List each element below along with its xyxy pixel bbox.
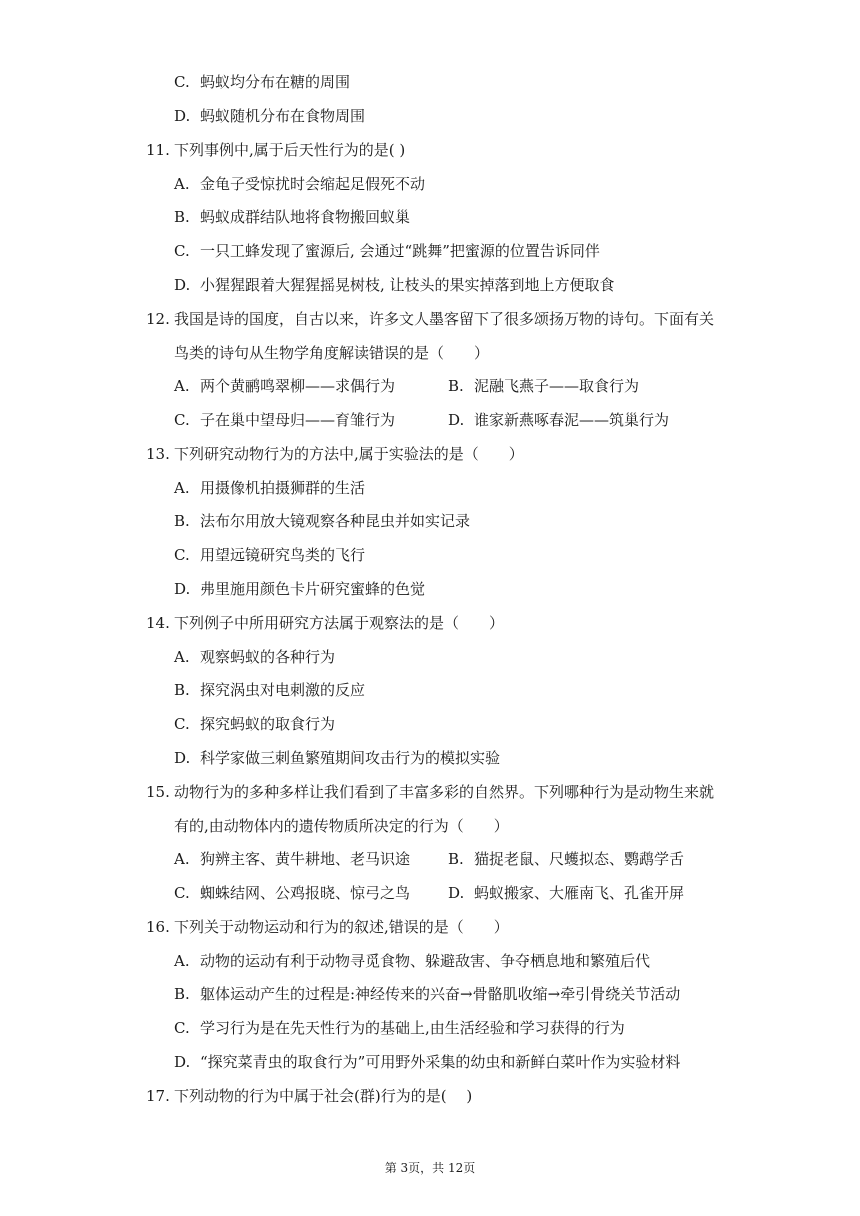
q12-option-c xyxy=(174,410,395,430)
q11-option-c xyxy=(174,241,600,261)
option-letter: B. xyxy=(174,208,190,226)
option-text: 小猩猩跟着大猩猩摇晃树枝, 让枝头的果实掉落到地上方便取食 xyxy=(200,276,615,294)
option-text: 蚂蚁随机分布在食物周围 xyxy=(200,107,366,125)
q10-option-d xyxy=(174,106,365,126)
option-letter: D. xyxy=(174,749,191,767)
option-letter: D. xyxy=(174,107,191,125)
option-letter: B. xyxy=(174,681,190,699)
option-letter: A. xyxy=(174,952,190,970)
option-letter: C. xyxy=(174,411,190,429)
q12-option-b xyxy=(448,376,639,396)
option-letter: D. xyxy=(174,580,191,598)
option-letter: A. xyxy=(174,648,190,666)
q14-stem xyxy=(146,613,504,633)
option-text: 躯体运动产生的过程是:神经传来的兴奋→骨骼肌收缩→牵引骨绕关节活动 xyxy=(200,985,681,1003)
question-number: 17. xyxy=(146,1087,170,1105)
option-letter: A. xyxy=(174,175,190,193)
option-letter: C. xyxy=(174,73,190,91)
question-number: 12. xyxy=(146,310,170,328)
q13-option-b xyxy=(174,511,470,531)
option-text: 蚂蚁成群结队地将食物搬回蚁巢 xyxy=(200,208,411,226)
option-letter: B. xyxy=(448,850,464,868)
q12-option-a xyxy=(174,376,395,396)
q11-option-b xyxy=(174,207,410,227)
q14-option-a xyxy=(174,647,335,667)
option-letter: B. xyxy=(174,985,190,1003)
option-text: 猫捉老鼠、尺蠖拟态、鹦鹉学舌 xyxy=(474,850,685,868)
option-text: 子在巢中望母归——育雏行为 xyxy=(200,411,396,429)
q17-stem xyxy=(146,1086,472,1106)
option-text: 金龟子受惊扰时会缩起足假死不动 xyxy=(200,175,426,193)
option-text: 观察蚂蚁的各种行为 xyxy=(200,648,336,666)
option-letter: B. xyxy=(448,377,464,395)
q15-option-d xyxy=(448,883,684,903)
q15-stem xyxy=(146,782,714,802)
option-letter: D. xyxy=(174,1053,191,1071)
q12-option-d xyxy=(448,410,669,430)
page-footer: 第 3页，共 12页 xyxy=(384,1161,476,1175)
q13-stem xyxy=(146,444,524,464)
option-text: 探究蚂蚁的取食行为 xyxy=(200,715,336,733)
q14-option-d xyxy=(174,748,500,768)
option-letter: D. xyxy=(448,884,465,902)
option-text: 动物的运动有利于动物寻觅食物、躲避敌害、争夺栖息地和繁殖后代 xyxy=(200,952,651,970)
question-text: 下列例子中所用研究方法属于观察法的是（ ） xyxy=(174,614,505,632)
option-letter: A. xyxy=(174,479,190,497)
option-letter: C. xyxy=(174,715,190,733)
q16-option-a xyxy=(174,951,650,971)
option-text: 蚂蚁均分布在糖的周围 xyxy=(200,73,351,91)
question-text: 下列研究动物行为的方法中,属于实验法的是（ ） xyxy=(174,445,524,463)
q11-stem xyxy=(146,140,405,160)
option-letter: C. xyxy=(174,884,190,902)
option-text: 一只工蜂发现了蜜源后, 会通过“跳舞”把蜜源的位置告诉同伴 xyxy=(200,242,600,260)
q16-stem xyxy=(146,917,509,937)
option-text: 科学家做三刺鱼繁殖期间攻击行为的模拟实验 xyxy=(200,749,501,767)
option-letter: C. xyxy=(174,546,190,564)
q14-option-b xyxy=(174,680,365,700)
option-text: 蚂蚁搬家、大雁南飞、孔雀开屏 xyxy=(474,884,685,902)
option-text: 狗辨主客、黄牛耕地、老马识途 xyxy=(200,850,411,868)
option-text: 泥融飞燕子——取食行为 xyxy=(474,377,640,395)
option-text: 蜘蛛结网、公鸡报晓、惊弓之鸟 xyxy=(200,884,411,902)
q13-option-d xyxy=(174,579,425,599)
option-letter: A. xyxy=(174,377,190,395)
option-text: 谁家新燕啄春泥——筑巢行为 xyxy=(474,411,670,429)
q11-option-a xyxy=(174,174,425,194)
q13-option-c xyxy=(174,545,365,565)
option-text: 用摄像机拍摄狮群的生活 xyxy=(200,479,366,497)
question-text: 下列动物的行为中属于社会(群)行为的是( ) xyxy=(174,1087,473,1105)
option-letter: C. xyxy=(174,1019,190,1037)
option-text: 学习行为是在先天性行为的基础上,由生活经验和学习获得的行为 xyxy=(200,1019,625,1037)
option-text: 法布尔用放大镜观察各种昆虫并如实记录 xyxy=(200,512,471,530)
question-text: 我国是诗的国度，自古以来，许多文人墨客留下了很多颂扬万物的诗句。下面有关 xyxy=(174,310,715,328)
option-text: 探究涡虫对电刺激的反应 xyxy=(200,681,366,699)
q13-option-a xyxy=(174,478,365,498)
q15-option-a xyxy=(174,849,410,869)
q11-option-d xyxy=(174,275,615,295)
q14-option-c xyxy=(174,714,335,734)
option-text: 用望远镜研究鸟类的飞行 xyxy=(200,546,366,564)
option-letter: B. xyxy=(174,512,190,530)
option-letter: A. xyxy=(174,850,190,868)
q15-option-b xyxy=(448,849,684,869)
option-letter: C. xyxy=(174,242,190,260)
option-letter: D. xyxy=(174,276,191,294)
q12-stem-continued: 鸟类的诗句从生物学角度解读错误的是（ ） xyxy=(174,344,490,362)
q10-option-c xyxy=(174,72,350,92)
question-text: 动物行为的多种多样让我们看到了丰富多彩的自然界。下列哪种行为是动物生来就 xyxy=(174,783,715,801)
option-text: “探究菜青虫的取食行为”可用野外采集的幼虫和新鲜白菜叶作为实验材料 xyxy=(200,1053,681,1071)
question-text: 下列事例中,属于后天性行为的是( ) xyxy=(174,141,406,159)
q15-stem-continued: 有的,由动物体内的遗传物质所决定的行为（ ） xyxy=(174,817,509,835)
option-text: 两个黄鹂鸣翠柳——求偶行为 xyxy=(200,377,396,395)
q16-option-b xyxy=(174,984,680,1004)
question-number: 13. xyxy=(146,445,170,463)
question-number: 16. xyxy=(146,918,170,936)
option-letter: D. xyxy=(448,411,465,429)
question-number: 11. xyxy=(146,141,170,159)
option-text: 弗里施用颜色卡片研究蜜蜂的色觉 xyxy=(200,580,426,598)
q16-option-d xyxy=(174,1052,680,1072)
q12-stem xyxy=(146,309,714,329)
question-number: 14. xyxy=(146,614,170,632)
q16-option-c xyxy=(174,1018,625,1038)
question-number: 15. xyxy=(146,783,170,801)
question-text: 下列关于动物运动和行为的叙述,错误的是（ ） xyxy=(174,918,509,936)
q15-option-c xyxy=(174,883,410,903)
